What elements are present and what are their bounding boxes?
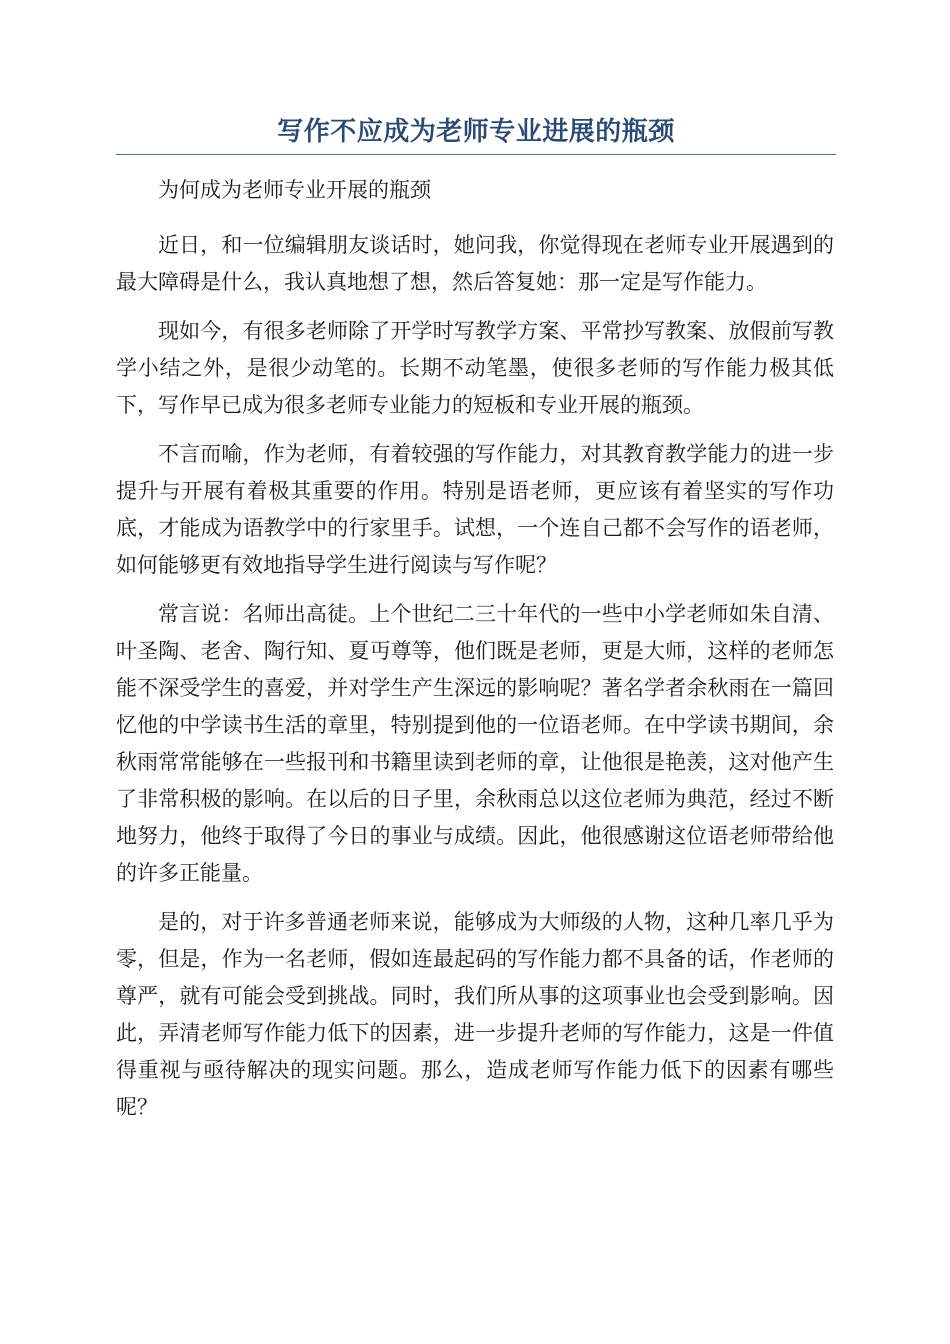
- section-heading: 为何成为老师专业开展的瓶颈: [158, 178, 431, 202]
- paragraph-5: 是的，对于许多普通老师来说，能够成为大师级的人物，这种几率几乎为零，但是，作为一名老师，假如连最起码的写作能力都不具备的话，作老师的尊严，就有可能会受到挑战。同时，我们所从事的这项事业也会受到影响。因此，弄清老师写作能力低下的因素，进一步提升老师的写作能力，这是一件值得重视与亟待解决的现实问题。那么，造成老师写作能力低下的因素有哪些呢？: [116, 910, 834, 1119]
- document-body: [116, 172, 834, 1138]
- document-title: 写作不应成为老师专业进展的瓶颈: [277, 117, 675, 147]
- title-block: [116, 112, 836, 155]
- paragraph-2: 现如今，有很多老师除了开学时写教学方案、平常抄写教案、放假前写教学小结之外，是很少动笔的。长期不动笔墨，使很多老师的写作能力极其低下，写作早已成为很多老师专业能力的短板和专业开展的瓶颈。: [116, 319, 834, 417]
- paragraph-4: 常言说：名师出高徒。上个世纪二三十年代的一些中小学老师如朱自清、叶圣陶、老舍、陶行知、夏丏尊等，他们既是老师，更是大师，这样的老师怎能不深受学生的喜爱，并对学生产生深远的影响呢？著名学者余秋雨在一篇回忆他的中学读书生活的章里，特别提到他的一位语老师。在中学读书期间，余秋雨常常能够在一些报刊和书籍里读到老师的章，让他很是艳羡，这对他产生了非常积极的影响。在以后的日子里，余秋雨总以这位老师为典范，经过不断地努力，他终于取得了今日的事业与成绩。因此，他很感谢这位语老师带给他的许多正能量。: [116, 602, 834, 885]
- paragraph-3: 不言而喻，作为老师，有着较强的写作能力，对其教育教学能力的进一步提升与开展有着极其重要的作用。特别是语老师，更应该有着坚实的写作功底，才能成为语教学中的行家里手。试想，一个连自己都不会写作的语老师，如何能够更有效地指导学生进行阅读与写作呢？: [116, 442, 834, 577]
- paragraph-1: 近日，和一位编辑朋友谈话时，她问我，你觉得现在老师专业开展遇到的最大障碍是什么，我认真地想了想，然后答复她：那一定是写作能力。: [116, 233, 834, 294]
- title-underline: [116, 154, 836, 155]
